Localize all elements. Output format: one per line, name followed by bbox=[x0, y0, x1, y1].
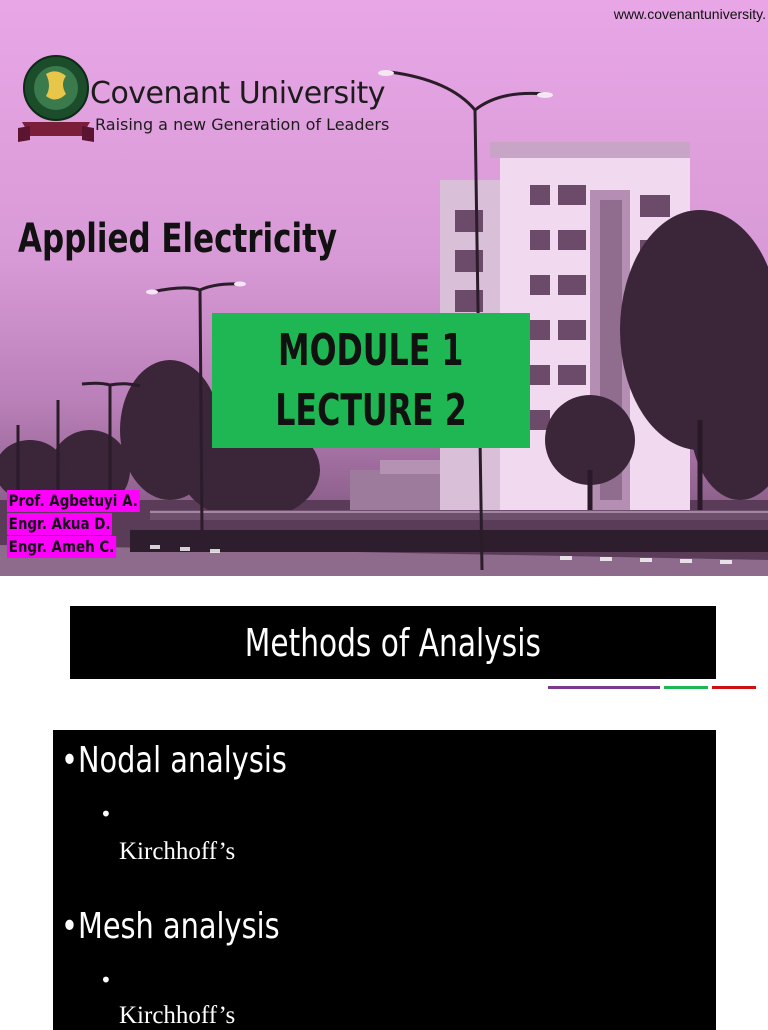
section-header bbox=[70, 606, 716, 679]
sub-bullet-dot: • bbox=[100, 802, 112, 826]
module-box bbox=[212, 313, 530, 448]
accent-line-green bbox=[664, 686, 708, 689]
module-label: MODULE 1 bbox=[278, 324, 464, 376]
course-title: Applied Electricity bbox=[18, 216, 338, 262]
author-list bbox=[7, 490, 165, 559]
author-name: Prof. Agbetuyi A. bbox=[8, 491, 138, 510]
accent-line-red bbox=[712, 686, 756, 689]
bullet-item: •Mesh analysis bbox=[61, 906, 280, 947]
accent-divider bbox=[548, 686, 756, 689]
sub-bullet-text: Kirchhoff’s bbox=[119, 1002, 236, 1029]
lecture-label: LECTURE 2 bbox=[275, 384, 467, 436]
university-tagline: Raising a new Generation of Leaders bbox=[95, 115, 390, 134]
sub-bullet-dot: • bbox=[100, 968, 112, 992]
section-title: Methods of Analysis bbox=[244, 620, 542, 665]
bullet-label: Mesh analysis bbox=[77, 906, 280, 947]
university-name: Covenant University bbox=[90, 76, 386, 111]
author-name: Engr. Akua D. bbox=[8, 514, 111, 533]
content-panel bbox=[53, 730, 716, 1030]
accent-line-purple bbox=[548, 686, 660, 689]
author-name: Engr. Ameh C. bbox=[8, 537, 115, 556]
website-url: www.covenantuniversity. bbox=[613, 6, 766, 22]
bullet-item: •Nodal analysis bbox=[61, 740, 287, 781]
bullet-label: Nodal analysis bbox=[77, 740, 287, 781]
sub-bullet-text: Kirchhoff’s bbox=[119, 838, 236, 865]
university-logo-icon bbox=[16, 44, 96, 154]
